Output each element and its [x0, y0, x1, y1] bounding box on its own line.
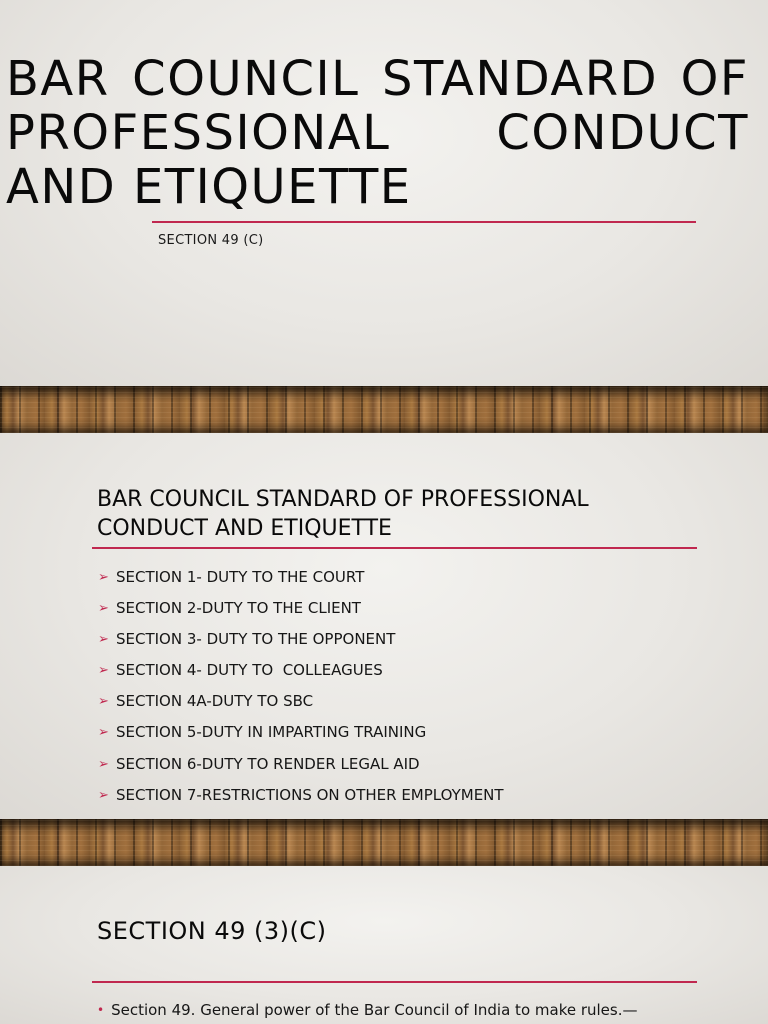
arrow-bullet-icon: ➢: [98, 570, 109, 585]
section-list: [97, 565, 504, 814]
slide-2: [0, 433, 768, 819]
list-item-label: SECTION 4A-DUTY TO SBC: [116, 692, 314, 711]
slide-1-title: BAR COUNCIL STANDARD OF PROFESSIONAL CONDUCT AND ETIQUETTE: [6, 51, 749, 215]
list-item-label: SECTION 5-DUTY IN IMPARTING TRAINING: [116, 723, 427, 742]
list-item: [97, 752, 504, 783]
list-item: [97, 720, 504, 751]
list-item-label: SECTION 4- DUTY TO COLLEAGUES: [116, 661, 383, 680]
list-item: [97, 565, 504, 596]
list-item: [97, 627, 504, 658]
arrow-bullet-icon: ➢: [98, 725, 109, 741]
slide-3-body-text: Section 49. General power of the Bar Council of India to make rules.—: [111, 1001, 638, 1019]
arrow-bullet-icon: ➢: [98, 663, 109, 679]
slide-3-body: [97, 1000, 638, 1021]
list-item-label: SECTION 6-DUTY TO RENDER LEGAL AID: [116, 754, 420, 773]
list-item: [97, 596, 504, 627]
slide-3-title: SECTION 49 (3)(C): [97, 917, 327, 945]
slide-1: [0, 0, 768, 386]
dot-bullet-icon: •: [97, 1003, 105, 1017]
list-item-label: SECTION 1- DUTY TO THE COURT: [116, 568, 365, 586]
wood-floor-divider: [0, 819, 768, 866]
arrow-bullet-icon: ➢: [98, 694, 109, 710]
list-item: [97, 783, 504, 814]
slide-2-title: BAR COUNCIL STANDARD OF PROFESSIONAL CONDUCT AND ETIQUETTE: [97, 487, 589, 541]
slide-2-divider: [92, 547, 697, 549]
slide-1-subtitle: SECTION 49 (C): [158, 233, 264, 248]
slide-3-divider: [92, 981, 697, 983]
arrow-bullet-icon: ➢: [98, 787, 109, 803]
list-item-label: SECTION 3- DUTY TO THE OPPONENT: [116, 630, 396, 649]
arrow-bullet-icon: ➢: [98, 756, 109, 772]
slide-1-divider: [152, 221, 696, 223]
list-item: [97, 658, 504, 689]
list-item-label: SECTION 2-DUTY TO THE CLIENT: [116, 599, 361, 618]
arrow-bullet-icon: ➢: [98, 601, 109, 617]
list-item-label: SECTION 7-RESTRICTIONS ON OTHER EMPLOYMENT: [116, 785, 504, 804]
list-item: [97, 689, 504, 720]
arrow-bullet-icon: ➢: [98, 632, 109, 648]
slide-3: [0, 866, 768, 1024]
wood-floor-divider: [0, 386, 768, 433]
